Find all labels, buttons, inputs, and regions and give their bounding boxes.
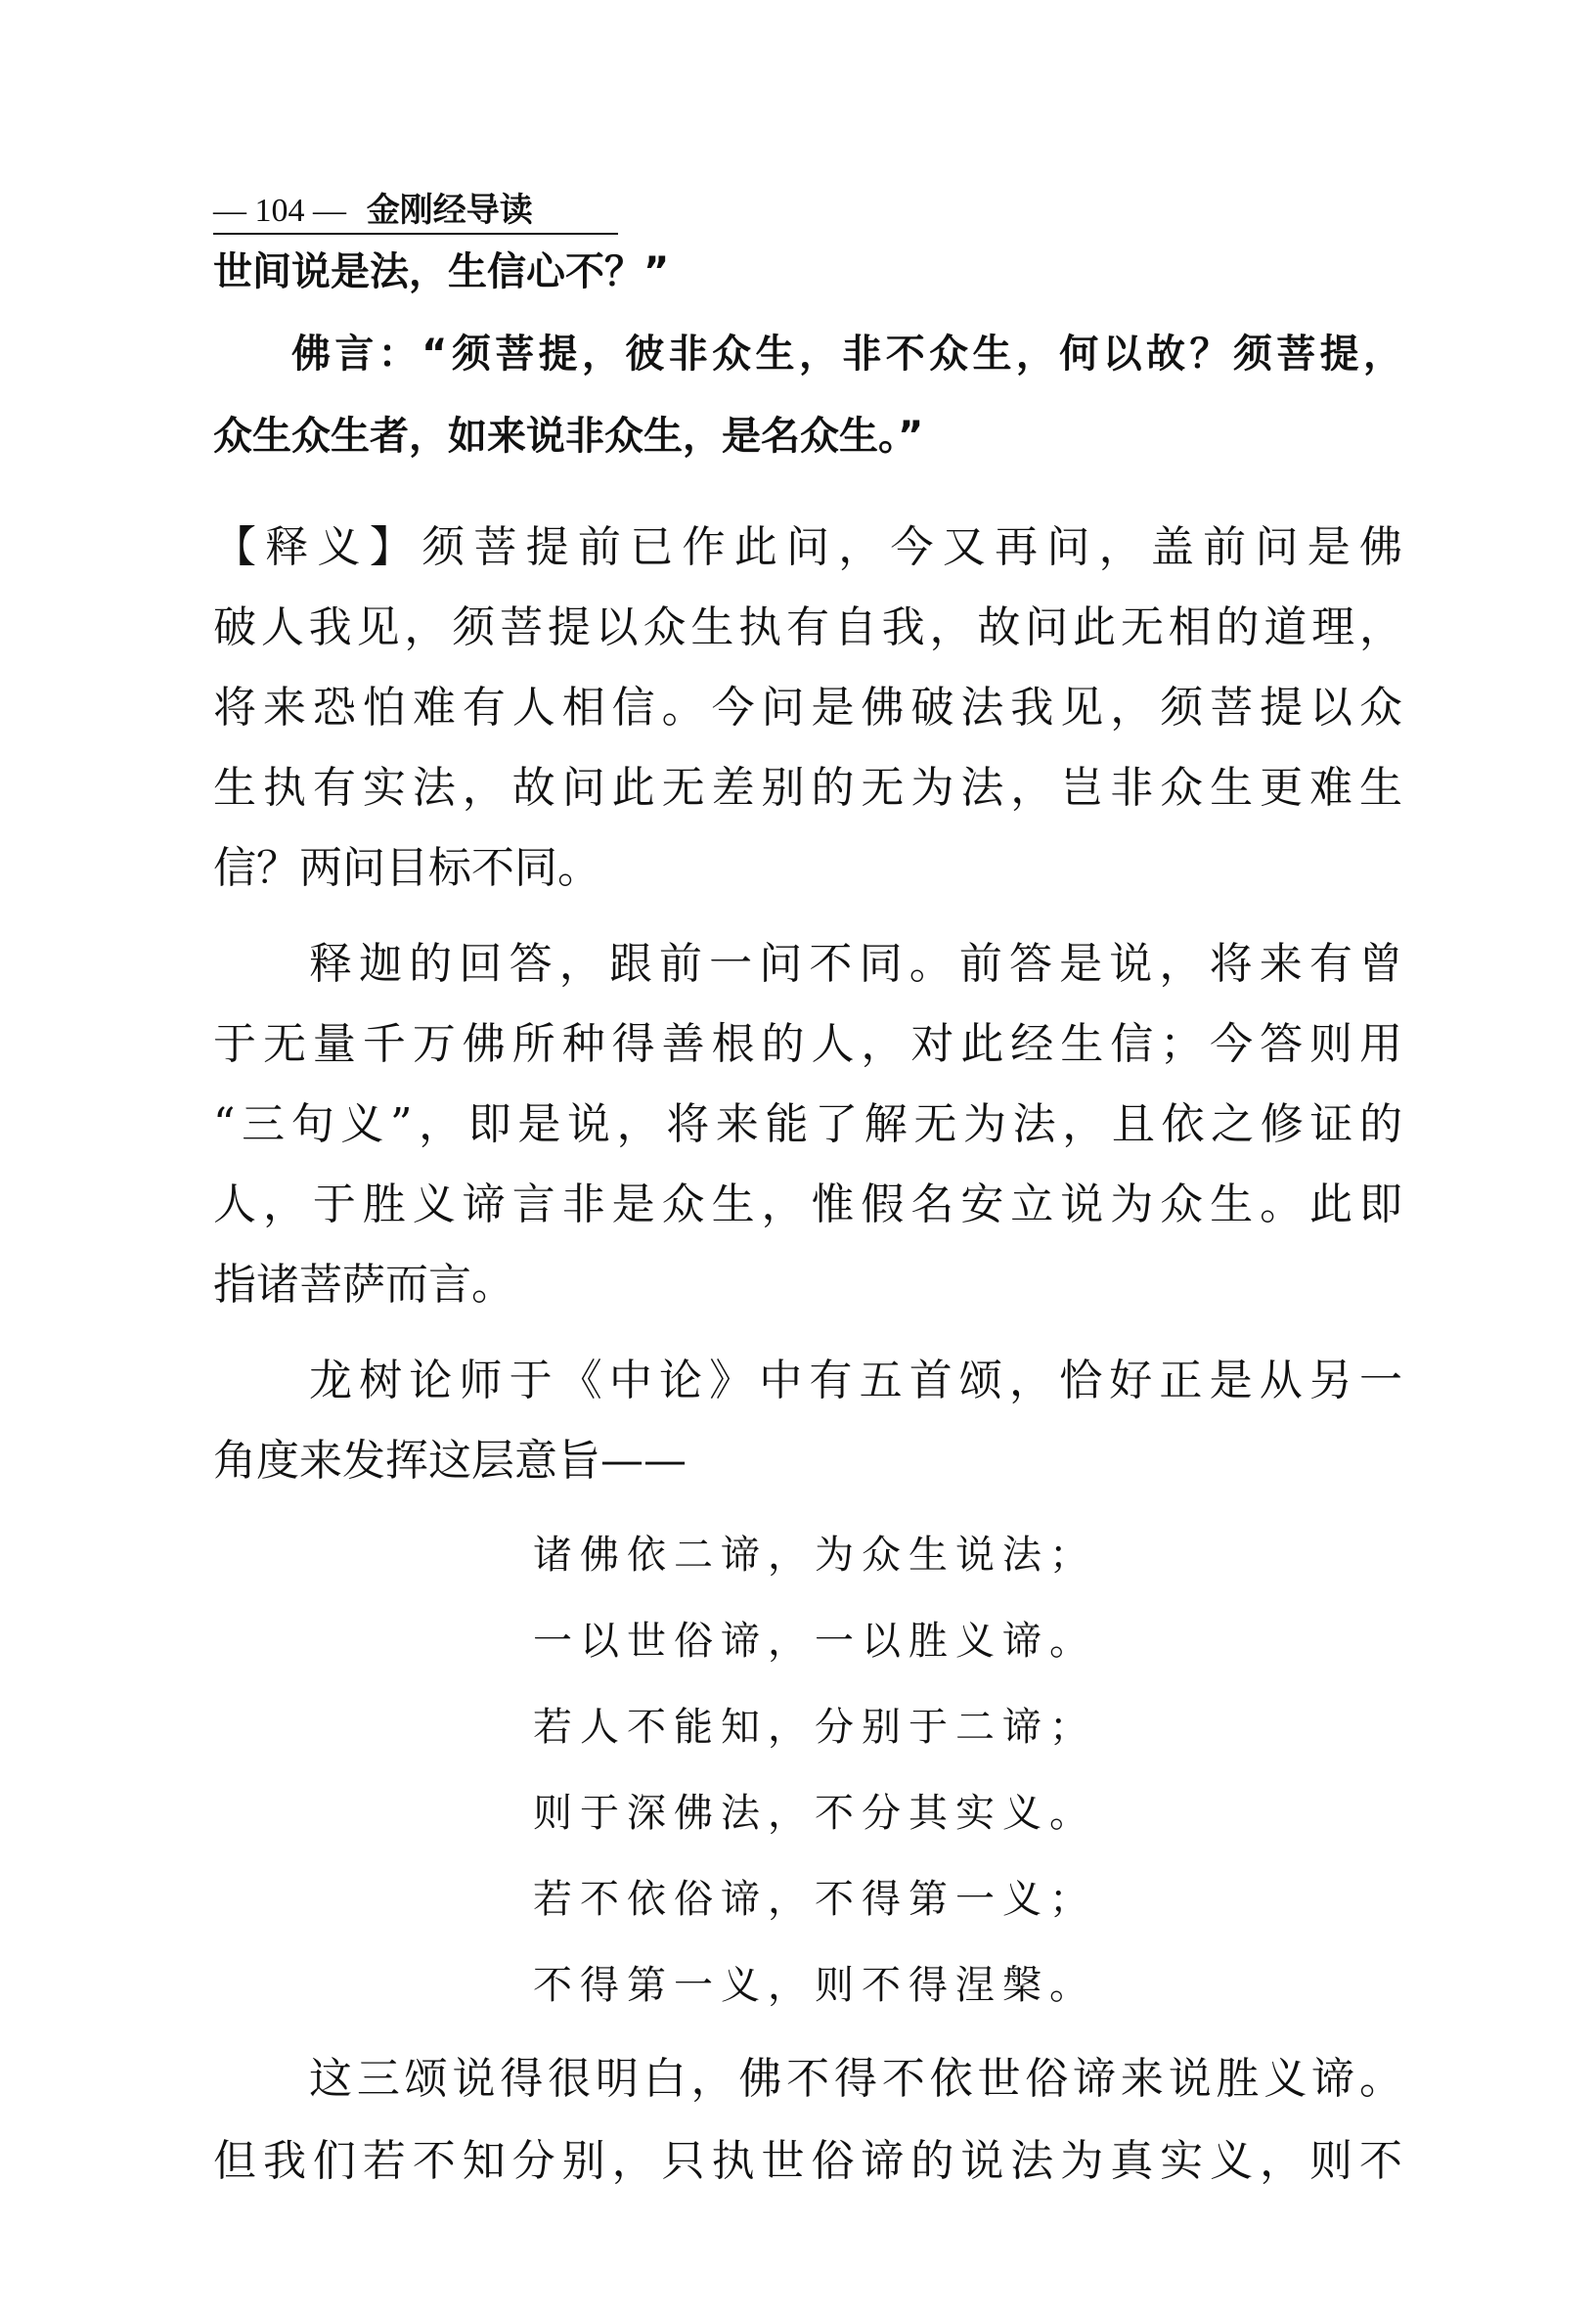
paragraph-line: 但我们若不知分别，只执世俗谛的说法为真实义，则不 bbox=[213, 2136, 1402, 2186]
sutra-line-2: 佛言：“须菩提，彼非众生，非不众生，何以故？须菩提， bbox=[291, 332, 1402, 377]
paragraph-line: 人，于胜义谛言非是众生，惟假名安立说为众生。此即 bbox=[213, 1180, 1402, 1229]
paragraph-line: 将来恐怕难有人相信。今问是佛破法我见，须菩提以众 bbox=[213, 683, 1402, 733]
verse-line: 若不依俗谛，不得第一义； bbox=[533, 1877, 1096, 1922]
paragraph-line: 龙树论师于《中论》中有五首颂，恰好正是从另一 bbox=[309, 1356, 1402, 1405]
paragraph-line: 破人我见，须菩提以众生执有自我，故问此无相的道理， bbox=[213, 602, 1402, 652]
paragraph-line: “三句义”，即是说，将来能了解无为法，且依之修证的 bbox=[213, 1099, 1402, 1149]
paragraph-line: 释迦的回答，跟前一问不同。前答是说，将来有曾 bbox=[309, 939, 1402, 989]
page-number: — 104 — bbox=[213, 193, 346, 229]
paragraph-line: 信？两问目标不同。 bbox=[213, 843, 600, 893]
paragraph-line: 生执有实法，故问此无差别的无为法，岂非众生更难生 bbox=[213, 763, 1402, 813]
book-title: 金刚经导读 bbox=[366, 191, 533, 230]
paragraph-line: 这三颂说得很明白，佛不得不依世俗谛来说胜义谛。 bbox=[309, 2054, 1402, 2104]
verse-line: 则于深佛法，不分其实义。 bbox=[533, 1791, 1096, 1836]
verse-line: 诸佛依二谛，为众生说法； bbox=[533, 1533, 1096, 1578]
paragraph-line: 【释义】须菩提前已作此问，今又再问，盖前问是佛 bbox=[213, 522, 1402, 572]
running-header bbox=[213, 186, 624, 235]
paragraph-line: 角度来发挥这层意旨—— bbox=[213, 1436, 687, 1486]
sutra-line-1: 世间说是法，生信心不？” bbox=[213, 249, 670, 294]
paragraph-line: 于无量千万佛所种得善根的人，对此经生信；今答则用 bbox=[213, 1019, 1402, 1069]
sutra-line-3: 众生众生者，如来说非众生，是名众生。” bbox=[213, 414, 924, 459]
verse-line: 一以世俗谛，一以胜义谛。 bbox=[533, 1619, 1096, 1664]
verse-line: 不得第一义，则不得涅槃。 bbox=[533, 1963, 1096, 2008]
paragraph-line: 指诸菩萨而言。 bbox=[213, 1260, 514, 1310]
verse-line: 若人不能知，分别于二谛； bbox=[533, 1705, 1096, 1750]
